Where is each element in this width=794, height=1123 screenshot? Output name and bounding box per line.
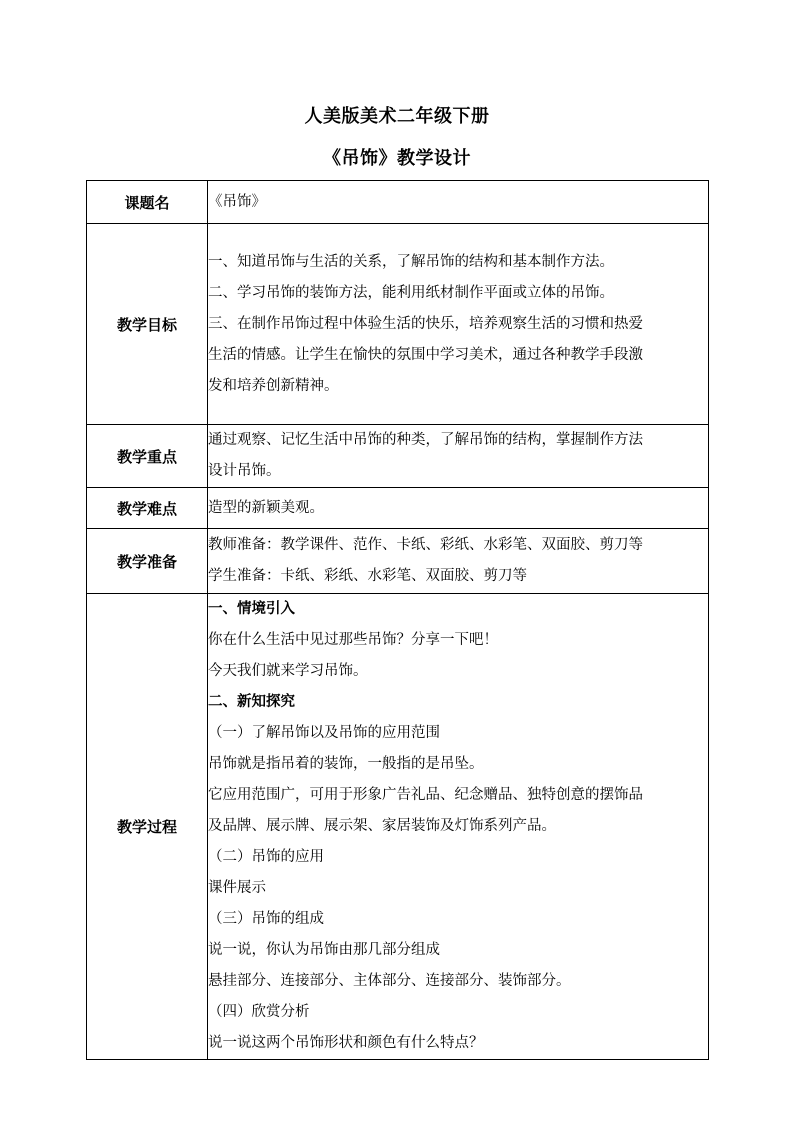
row-label-key-points: 教学重点 <box>87 425 208 488</box>
table-row-key-points <box>87 425 709 488</box>
objective-line: 发和培养创新精神。 <box>208 377 339 394</box>
row-content-preparation <box>208 529 709 594</box>
row-content-key-points <box>208 425 709 488</box>
key-point-line: 设计吊饰。 <box>208 463 281 479</box>
difficulty-line: 造型的新颖美观。 <box>208 499 324 516</box>
table-row-objectives <box>87 224 709 425</box>
process-line: 吊饰就是指吊着的装饰，一般指的是吊坠。 <box>208 756 484 772</box>
subsection-heading: （三）吊饰的组成 <box>208 911 324 927</box>
row-content-topic <box>208 181 709 224</box>
objective-line: 三、在制作吊饰过程中体验生活的快乐，培养观察生活的习惯和热爱 <box>208 315 643 332</box>
section-heading: 二、新知探究 <box>208 694 295 710</box>
preparation-line: 教师准备：教学课件、范作、卡纸、彩纸、水彩笔、双面胶、剪刀等 <box>208 537 643 553</box>
document-title: 人美版美术二年级下册 <box>304 106 490 127</box>
row-content-process <box>208 594 709 1060</box>
process-line: 说一说这两个吊饰形状和颜色有什么特点？ <box>208 1035 484 1051</box>
document-subtitle: 《吊饰》教学设计 <box>323 148 471 169</box>
key-point-line: 通过观察、记忆生活中吊饰的种类，了解吊饰的结构，掌握制作方法 <box>208 432 643 448</box>
process-line: 及品牌、展示牌、展示架、家居装饰及灯饰系列产品。 <box>208 818 556 834</box>
table-row-preparation <box>87 529 709 594</box>
process-line: 你在什么生活中见过那些吊饰？分享一下吧！ <box>208 632 498 648</box>
row-content-objectives <box>208 224 709 425</box>
section-heading: 一、情境引入 <box>208 601 295 617</box>
topic-name: 《吊饰》 <box>208 193 266 210</box>
process-line: 它应用范围广，可用于形象广告礼品、纪念赠品、独特创意的摆饰品 <box>208 787 643 803</box>
objective-line: 一、知道吊饰与生活的关系，了解吊饰的结构和基本制作方法。 <box>208 253 614 270</box>
objective-line: 生活的情感。让学生在愉快的氛围中学习美术，通过各种教学手段激 <box>208 346 643 363</box>
table-row-difficulties <box>87 488 709 529</box>
process-line: 课件展示 <box>208 880 266 896</box>
table-row-process <box>87 594 709 1060</box>
subsection-heading: （一）了解吊饰以及吊饰的应用范围 <box>208 725 440 741</box>
row-label-objectives: 教学目标 <box>87 224 208 425</box>
process-line: 今天我们就来学习吊饰。 <box>208 663 368 679</box>
lesson-plan-table <box>86 180 709 1060</box>
subsection-heading: （四）欣赏分析 <box>208 1004 310 1020</box>
table-row-topic <box>87 181 709 224</box>
objective-line: 二、学习吊饰的装饰方法，能利用纸材制作平面或立体的吊饰。 <box>208 284 614 301</box>
preparation-line: 学生准备：卡纸、彩纸、水彩笔、双面胶、剪刀等 <box>208 568 527 584</box>
row-label-preparation: 教学准备 <box>87 529 208 594</box>
row-label-process: 教学过程 <box>87 594 208 1060</box>
row-label-difficulties: 教学难点 <box>87 488 208 529</box>
row-label-topic: 课题名 <box>87 181 208 224</box>
row-content-difficulties <box>208 488 709 529</box>
subsection-heading: （二）吊饰的应用 <box>208 849 324 865</box>
process-line: 悬挂部分、连接部分、主体部分、连接部分、装饰部分。 <box>208 973 571 989</box>
process-line: 说一说，你认为吊饰由那几部分组成 <box>208 942 440 958</box>
